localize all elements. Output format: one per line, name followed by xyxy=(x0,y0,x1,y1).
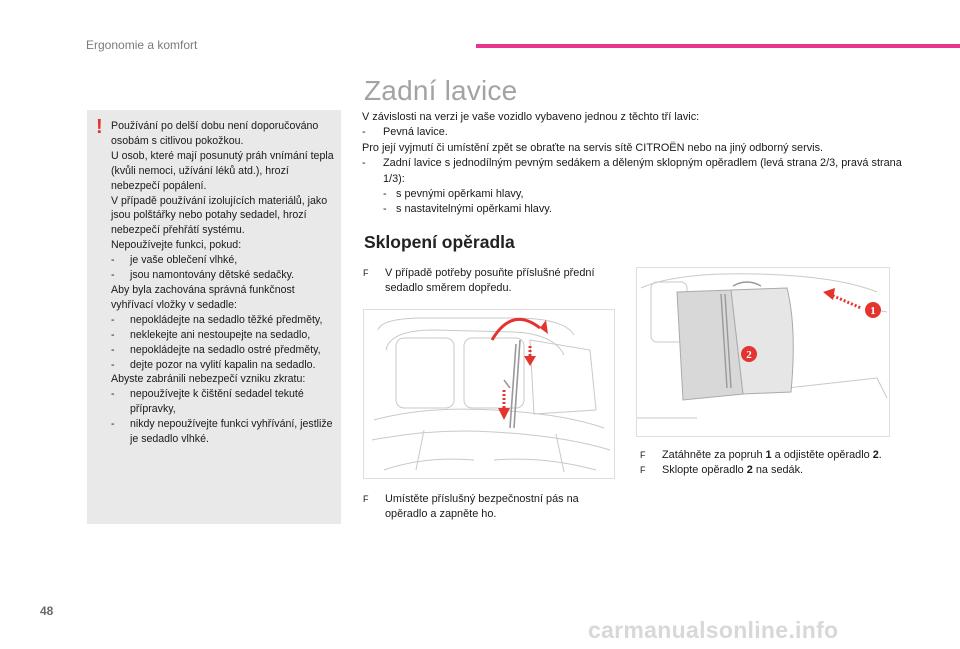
warning-list-item: - nepokládejte na sedadlo ostré předměty, xyxy=(111,343,321,356)
warning-paragraph: Abyste zabránili nebezpečí vzniku zkratu: xyxy=(111,373,306,386)
list-subitem: - s nastavitelnými opěrkami hlavy. xyxy=(383,203,552,216)
warning-list-item: - nikdy nepoužívejte funkci vyhřívání, jestliže je sedadlo vlhké. xyxy=(111,418,333,446)
warning-paragraph: Používání po delší dobu není doporučováno osobám s citlivou pokožkou. xyxy=(111,120,319,147)
marker-two: 2 xyxy=(746,349,752,361)
warning-paragraph: Nepoužívejte funkci, pokud: xyxy=(111,239,242,252)
warning-list-item: - nepokládejte na sedadlo těžké předměty, xyxy=(111,313,323,326)
instruction-step: F V případě potřeby posuňte příslušné přední sedadlo směrem dopředu. xyxy=(363,267,595,295)
section-heading: Sklopení opěradla xyxy=(364,232,515,252)
warning-text xyxy=(111,119,336,447)
warning-list-item: - neklekejte ani nestoupejte na sedadlo, xyxy=(111,328,311,341)
bullet-icon: F xyxy=(363,494,369,504)
page-number: 48 xyxy=(40,604,54,618)
watermark: carmanualsonline.info xyxy=(588,617,839,643)
page-title: Zadní lavice xyxy=(364,75,518,106)
warning-list-item: - dejte pozor na vylití kapalin na sedadlo. xyxy=(111,358,316,371)
warning-list-item: - je vaše oblečení vlhké, xyxy=(111,254,238,267)
list-subitem: - s pevnými opěrkami hlavy, xyxy=(383,188,524,201)
header-accent-bar xyxy=(476,44,960,48)
intro-paragraph: Pro její vyjmutí či umístění zpět se obraťte na servis sítě CITROËN nebo na jiný odborný servis. xyxy=(362,141,824,154)
warning-paragraph: U osob, které mají posunutý práh vnímání tepla (kvůli nemoci, užívání léků atd.), hrozí nebezpečí popálení. xyxy=(111,149,334,192)
seat-fold-illustration xyxy=(636,267,890,437)
instruction-step: F Umístěte příslušný bezpečnostní pás na opěradlo a zapněte ho. xyxy=(363,493,579,521)
list-item: - Zadní lavice s jednodílným pevným sedákem a děleným sklopným opěradlem (levá strana 2/3, pravá strana 1/3): xyxy=(362,157,902,185)
bullet-icon: F xyxy=(363,268,369,278)
section-header: Ergonomie a komfort xyxy=(86,38,198,52)
seatbelt-illustration xyxy=(363,309,615,479)
warning-list-item: - nepoužívejte k čištění sedadel tekuté přípravky, xyxy=(111,388,304,416)
marker-one: 1 xyxy=(870,305,876,317)
intro-paragraph: V závislosti na verzi je vaše vozidlo vybaveno jednou z těchto tří lavic: xyxy=(362,111,700,123)
warning-paragraph: Aby byla zachována správná funkčnost vyhřívací vložky v sedadle: xyxy=(111,283,295,311)
warning-paragraph: V případě používání izolujících materiálů, jako jsou polštářky nebo potahy sedadel, hrozí nebezpečí přehřátí systému. xyxy=(111,194,328,237)
list-item: - Pevná lavice. xyxy=(362,126,448,139)
warning-icon: ! xyxy=(96,116,103,138)
bullet-icon: F xyxy=(640,450,646,460)
instruction-step: F Zatáhněte za popruh 1 a odjistěte opěradlo 2. F Sklopte opěradlo 2 na sedák. xyxy=(640,448,890,479)
warning-list-item: - jsou namontovány dětské sedačky. xyxy=(111,269,295,282)
bullet-icon: F xyxy=(640,465,646,476)
intro-text xyxy=(362,110,902,218)
